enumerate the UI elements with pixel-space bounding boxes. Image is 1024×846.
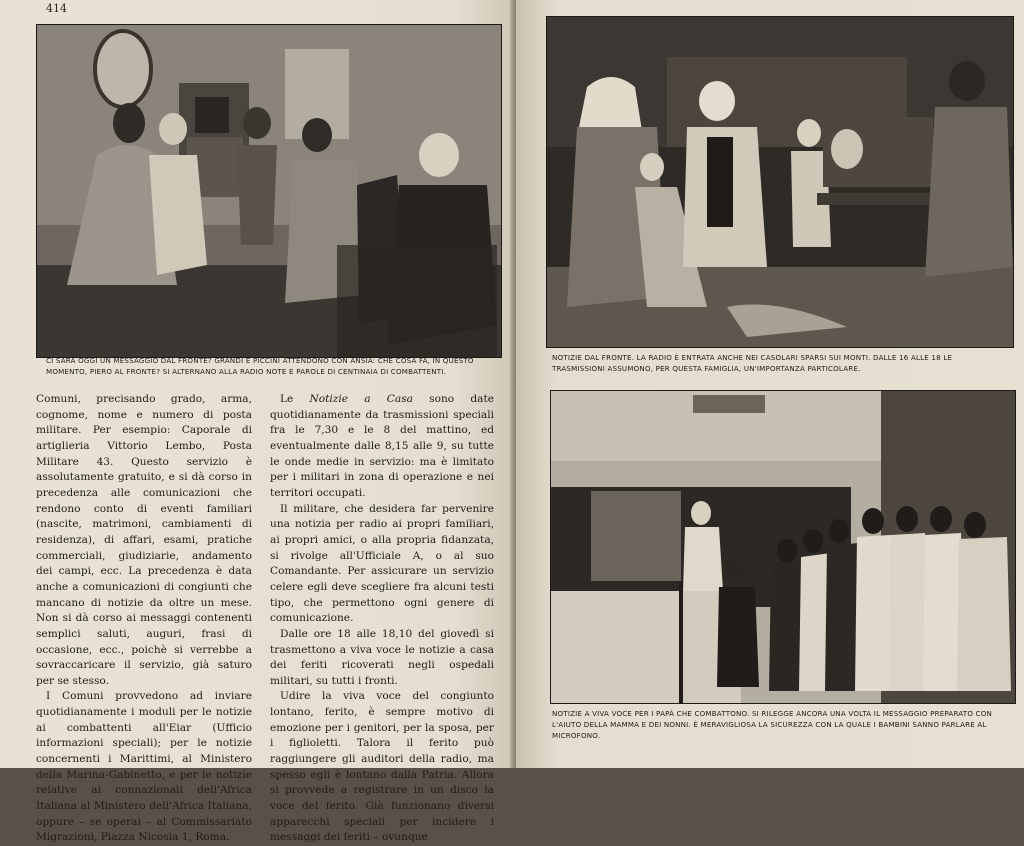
paragraph: Comuni, precisando grado, arma, cognome, nome e numero di posta militare. Per esempio: Caporale di artiglieria Vittorio Lembo, Posta Militare 43. Questo servizio è assolutamente gratuito, e si dà corso in precedenza alle comunicazioni che rendono conto di eventi familiari (nascite, matrimoni, cambiamenti di residenza), di affari, esami, pratiche commerciali, giudiziarie, andamento dei campi, ecc. La precedenza è data anche a comunicazioni di congiunti che mancano di notizie da oltre un mese. Non si dà corso ai messaggi contenenti semplici saluti, auguri, frasi di occasione, ecc., poichè si verrebbe a sovraccaricare il servizio, già saturo per se stesso. — [36, 393, 252, 687]
paragraph — [270, 392, 494, 502]
family-radio-photo — [36, 24, 502, 358]
page-number: 414 — [46, 2, 67, 15]
paragraph-lead: Le — [280, 393, 310, 405]
right-page — [516, 0, 1024, 768]
text-column-left — [36, 392, 252, 846]
paragraph: Udire la viva voce del congiunto lontano, ferito, è sempre motivo di emozione per i genitori, per la sposa, per i figlioletti. Talora il ferito può raggiungere gli auditori della radio, ma spesso egli è lontano dalla Patria. Allora si provvede a registrare in un disco la voce del ferito. Già funzionano diversi apparecchi speciali per incidere i messaggi dei feriti – ovunque — [270, 690, 494, 844]
paragraph: Il militare, che desidera far pervenire una notizia per radio ai propri familiari, ai propri amici, o alla propria fidanzata, si rivolge all'Ufficiale A, o al suo Comandante. Per assicurare un servizio celere egli deve scegliere fra alcuni testi tipo, che permettono ogni genere di comunicazione. — [270, 502, 494, 625]
paragraph: I Comuni provvedono ad inviare quotidianamente i moduli per le notizie ai combattenti all'Eiar (Ufficio informazioni speciali); per le notizie concernenti i Marittimi, al Ministero della Marina-Gabinetto, e per le notizie relative ai connazionali dell'Africa Italiana al Ministero dell'Africa Italiana, oppure – se operai – al Commissariato Migrazioni, Piazza Nicosia 1, Roma. — [36, 690, 252, 844]
family-radio-caption: CI SARÀ OGGI UN MESSAGGIO DAL FRONTE? GRANDI E PICCINI ATTENDONO CON ANSIA: CHE COSA FA, IN QUESTO MOMENTO, PIERO AL FRONTE? SI ALTERNANO ALLA RADIO NOTE E PAROLE DI CENTINAIA DI COMBATTENTI. — [46, 356, 474, 376]
farmhouse-radio-photo — [546, 16, 1014, 348]
children-microphone-photo — [550, 390, 1016, 704]
children-microphone-caption: NOTIZIE A VIVA VOCE PER I PAPÀ CHE COMBATTONO. SI RILEGGE ANCORA UNA VOLTA IL MESSAGGIO PREPARATO CON L'AIUTO DELLA MAMMA E DEI NONNI. È MERAVIGLIOSA LA SICUREZZA CON LA QUALE I BAMBINI SANNO PARLARE AL MICROFONO. — [552, 709, 993, 740]
paragraph: Dalle ore 18 alle 18,10 del giovedì si trasmettono a viva voce le notizie a casa dei feriti ricoverati negli ospedali militari, su tutti i fronti. — [270, 627, 494, 687]
paragraph-rest: sono date quotidianamente da trasmissioni speciali fra le 7,30 e le 8 del mattino, ed eventualmente dalle 8,15 alle 9, su tutte le onde medie in servizio: ma è limitato per i militari in zona di operazione e nei territori occupati. — [270, 393, 495, 499]
text-column-middle — [270, 392, 494, 846]
farmhouse-radio-caption: NOTIZIE DAL FRONTE. LA RADIO È ENTRATA ANCHE NEI CASOLARI SPARSI SUI MONTI. DALLE 16 ALLE 18 LE TRASMISSIONI ASSUMONO, PER QUESTA FAMIGLIA, UN'IMPORTANZA PARTICOLARE. — [552, 353, 953, 373]
rubric-title: Notizie a Casa — [309, 393, 413, 405]
